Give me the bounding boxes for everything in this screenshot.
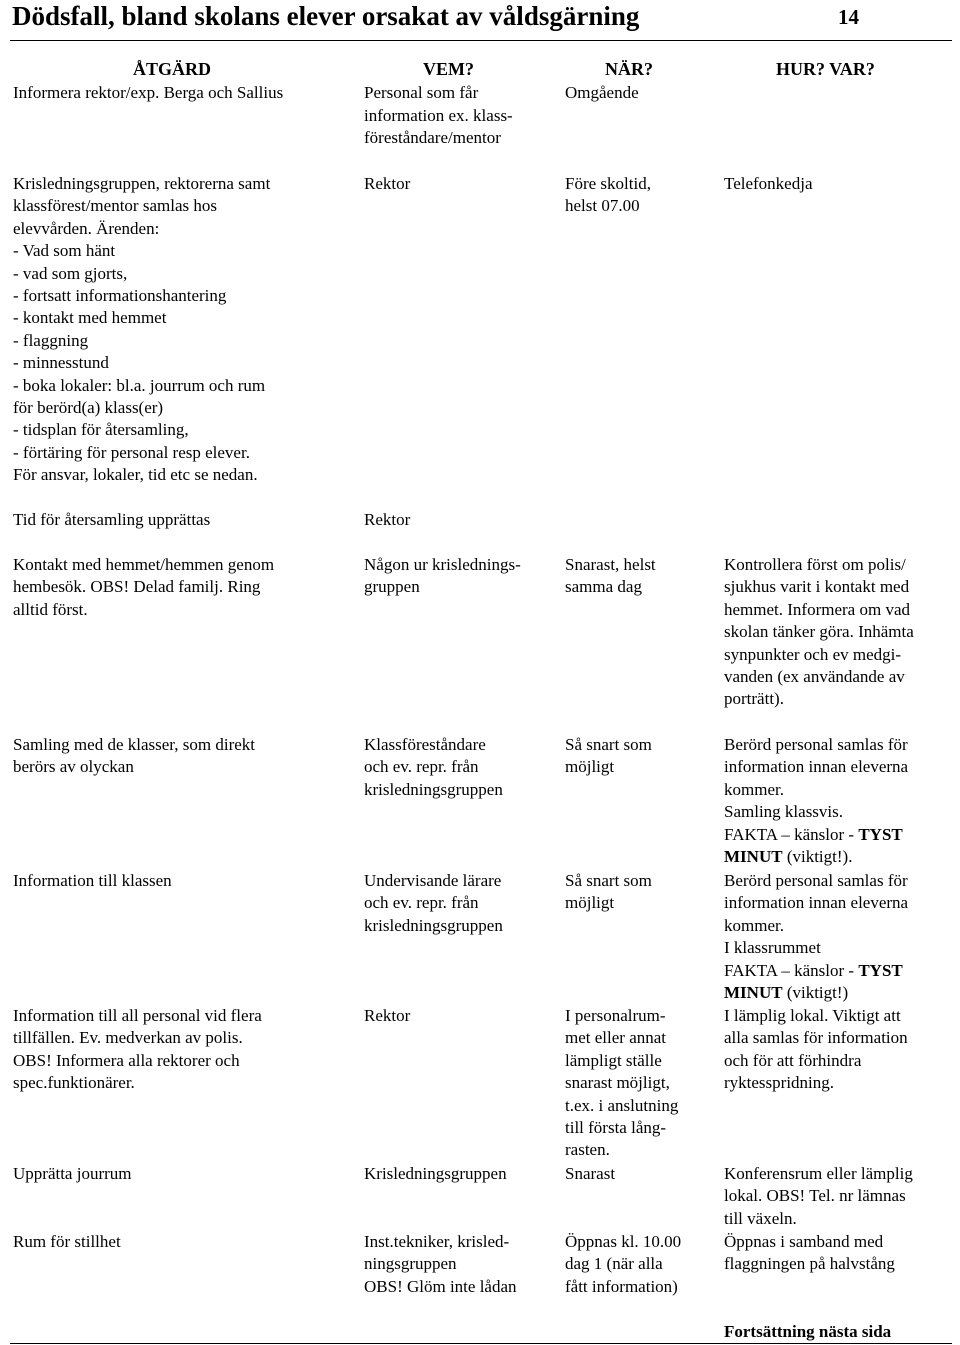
row-5-when: Så snart som möjligt (565, 871, 652, 913)
row-6-when: I personalrum- met eller annat lämpligt ställe snarast möjligt, t.ex. i anslutning till första lång- rasten. (565, 1006, 679, 1160)
row-3-action: Kontakt med hemmet/hemmen genom hembesök. OBS! Delad familj. Ring alltid först. (13, 555, 275, 619)
row-1-who: Rektor (364, 174, 411, 193)
title-rule (10, 40, 952, 41)
row-3-who: Någon ur krislednings- gruppen (364, 555, 521, 597)
row-6-how: I lämplig lokal. Viktigt att alla samlas för information och för att förhindra ryktesspridning. (724, 1006, 908, 1093)
row-4-action: Samling med de klasser, som direkt berörs av olyckan (13, 735, 256, 777)
header-action: ÅTGÄRD (133, 59, 212, 79)
row-8-how: Öppnas i samband med flaggningen på halvstång (724, 1232, 895, 1274)
row-2-action: Tid för återsamling upprättas (13, 510, 211, 529)
row-8-who: Inst.tekniker, krisled- ningsgruppen OBS! Glöm inte lådan (364, 1232, 517, 1296)
row-4-how (724, 734, 908, 868)
title-row (12, 0, 952, 34)
row-5-how-text: Berörd personal samlas för information innan eleverna kommer. I klassrummet (724, 871, 909, 958)
row-1-when: Före skoltid, helst 07.00 (565, 174, 651, 216)
bottom-rule (10, 1343, 952, 1344)
row-6-who: Rektor (364, 1006, 411, 1025)
row-8-when: Öppnas kl. 10.00 dag 1 (när alla fått information) (565, 1232, 682, 1296)
row-1-action: Krisledningsgruppen, rektorerna samt klassförest/mentor samlas hos elevvården. Ärenden: - Vad som hänt - vad som gjorts, - fortsatt informationshantering - kontakt med hemmet - flaggning - minnesstund - boka lokaler: bl.a. jourrum och rum för berörd(a) klass(er) - tidsplan för återsamling, - förtäring för personal resp elever. För ansvar, lokaler, tid etc se nedan. (13, 174, 271, 485)
row-0-action: Informera rektor/exp. Berga och Sallius (13, 83, 284, 102)
row-1-how: Telefonkedja (724, 174, 813, 193)
row-4-how-tyst: TYST (858, 824, 903, 844)
row-6-action: Information till all personal vid flera tillfällen. Ev. medverkan av polis. OBS! Informera alla rektorer och spec.funktionärer. (13, 1006, 262, 1093)
header-how-where: HUR? VAR? (776, 59, 875, 79)
row-4-how-text: Berörd personal samlas för information innan eleverna kommer. Samling klassvis. (724, 735, 909, 822)
row-5-how (724, 870, 908, 1004)
row-0-when: Omgående (565, 83, 639, 102)
row-7-who: Krisledningsgruppen (364, 1164, 507, 1183)
row-5-how-tail: (viktigt!) (782, 983, 849, 1003)
row-4-when: Så snart som möjligt (565, 735, 652, 777)
header-who: VEM? (423, 59, 474, 79)
row-3-how: Kontrollera först om polis/ sjukhus varit i kontakt med hemmet. Informera om vad skolan tänker göra. Inhämta synpunkter och ev medgi- vanden (ex användande av porträtt). (724, 555, 914, 709)
row-4-how-fakta: FAKTA – känslor - (724, 824, 859, 844)
page-number: 14 (838, 5, 859, 29)
row-4-who: Klassföreståndare och ev. repr. från krisledningsgruppen (364, 735, 503, 799)
row-2-who: Rektor (364, 510, 411, 529)
row-4-how-tail: (viktigt!). (782, 847, 853, 867)
row-7-when: Snarast (565, 1164, 616, 1183)
row-3-when: Snarast, helst samma dag (565, 555, 656, 597)
row-5-how-minut: MINUT (724, 983, 783, 1003)
row-5-who: Undervisande lärare och ev. repr. från krisledningsgruppen (364, 871, 503, 935)
row-5-how-tyst: TYST (858, 960, 903, 980)
row-7-how: Konferensrum eller lämplig lokal. OBS! Tel. nr lämnas till växeln. (724, 1164, 913, 1228)
row-8-action: Rum för stillhet (13, 1232, 121, 1251)
document-title: Dödsfall, bland skolans elever orsakat av våldsgärning (12, 1, 640, 31)
row-4-how-minut: MINUT (724, 847, 783, 867)
row-7-action: Upprätta jourrum (13, 1164, 132, 1183)
continuation-note: Fortsättning nästa sida (724, 1322, 892, 1341)
row-0-who: Personal som får information ex. klass- föreståndare/mentor (364, 83, 513, 147)
header-when: NÄR? (605, 59, 653, 79)
row-5-how-fakta: FAKTA – känslor - (724, 960, 859, 980)
row-5-action: Information till klassen (13, 871, 172, 890)
